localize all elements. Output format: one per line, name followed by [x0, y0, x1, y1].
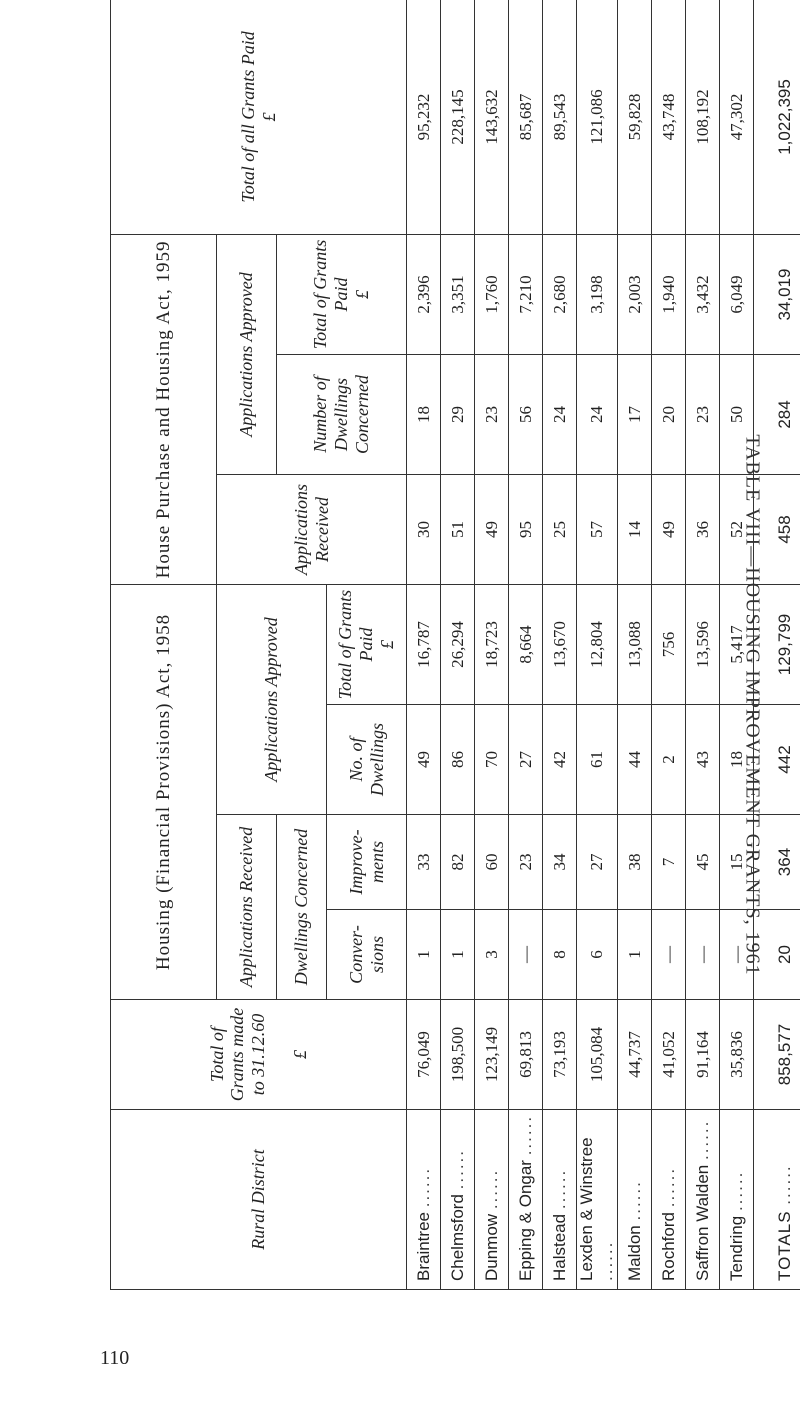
district-name: Chelmsford	[447, 1194, 467, 1281]
conversions-cell: 1	[618, 910, 652, 1000]
district-cell	[652, 1110, 686, 1290]
leader-dots: ......	[774, 1164, 794, 1205]
all-grants-cell: 143,632	[475, 0, 509, 234]
table-row	[577, 0, 618, 1290]
hpa-dwellings-cell: 56	[509, 354, 543, 474]
conversions-cell: —	[686, 910, 720, 1000]
district-name: Rochford	[658, 1212, 678, 1281]
conversions-cell: 1	[441, 910, 475, 1000]
leader-dots: ......	[658, 1166, 678, 1208]
district-cell	[618, 1110, 652, 1290]
totals-hfp-grants-paid: 129,799	[754, 584, 800, 704]
header-hfp-total-grants-paid-label: Total of Grants Paid	[335, 589, 377, 700]
totals-label-cell	[754, 1110, 800, 1290]
hpa-grants-paid-cell: 2,003	[618, 234, 652, 354]
header-hpa-act-group: House Purchase and Housing Act, 1959	[111, 234, 217, 584]
hfp-grants-paid-cell: 13,596	[686, 584, 720, 704]
dwellings-cell: 44	[618, 705, 652, 815]
leader-dots: ......	[481, 1168, 501, 1210]
hpa-grants-paid-cell: 1,760	[475, 234, 509, 354]
dwellings-cell: 42	[543, 705, 577, 815]
totals-grants-made: 858,577	[754, 1000, 800, 1110]
header-total-grants-made-unit: £	[289, 1050, 310, 1059]
hpa-dwellings-cell: 29	[441, 354, 475, 474]
leader-dots: ......	[549, 1168, 569, 1210]
conversions-cell: 1	[407, 910, 441, 1000]
header-hpa-total-grants-paid-label: Total of Grants Paid	[310, 239, 352, 350]
improvements-cell: 45	[686, 815, 720, 910]
header-total-grants-made	[111, 1000, 407, 1110]
header-hfp-total-grants-paid	[327, 584, 407, 704]
header-hfp-total-grants-paid-unit: £	[376, 640, 397, 649]
totals-label: TOTALS	[774, 1210, 794, 1281]
table-row	[407, 0, 441, 1290]
hpa-received-cell: 95	[509, 474, 543, 584]
district-name: Dunmow	[481, 1213, 501, 1281]
conversions-cell: —	[652, 910, 686, 1000]
hfp-grants-paid-cell: 18,723	[475, 584, 509, 704]
dwellings-cell: 49	[407, 705, 441, 815]
header-total-all-grants	[111, 0, 407, 234]
district-cell	[441, 1110, 475, 1290]
totals-dwellings: 442	[754, 705, 800, 815]
district-cell	[407, 1110, 441, 1290]
grants-made-cell: 76,049	[407, 1000, 441, 1110]
hpa-grants-paid-cell: 6,049	[720, 234, 754, 354]
leader-dots: ......	[692, 1119, 712, 1161]
totals-improvements: 364	[754, 815, 800, 910]
improvements-cell: 60	[475, 815, 509, 910]
table-row	[509, 0, 543, 1290]
district-cell	[509, 1110, 543, 1290]
hpa-dwellings-cell: 20	[652, 354, 686, 474]
hpa-dwellings-cell: 23	[686, 354, 720, 474]
district-name: Braintree	[413, 1212, 433, 1281]
header-rural-district: Rural District	[111, 1110, 407, 1290]
header-hpa-total-grants-paid	[277, 234, 407, 354]
table-body	[407, 0, 800, 1290]
table-row	[720, 0, 754, 1290]
header-hpa-approved: Applications Approved	[217, 234, 277, 474]
dwellings-cell: 18	[720, 705, 754, 815]
district-name: Lexden & Winstree	[577, 1137, 596, 1281]
hpa-dwellings-cell: 18	[407, 354, 441, 474]
district-cell	[475, 1110, 509, 1290]
all-grants-cell: 47,302	[720, 0, 754, 234]
grants-made-cell: 41,052	[652, 1000, 686, 1110]
header-hfp-improvements: Improve- ments	[327, 815, 407, 910]
grants-made-cell: 69,813	[509, 1000, 543, 1110]
grants-made-cell: 91,164	[686, 1000, 720, 1110]
grants-made-cell: 105,084	[577, 1000, 618, 1110]
header-hfp-no-dwellings: No. of Dwellings	[327, 705, 407, 815]
grants-made-cell: 123,149	[475, 1000, 509, 1110]
improvements-cell: 15	[720, 815, 754, 910]
improvements-cell: 38	[618, 815, 652, 910]
dwellings-cell: 70	[475, 705, 509, 815]
hpa-dwellings-cell: 23	[475, 354, 509, 474]
totals-hpa-dwellings: 284	[754, 354, 800, 474]
hpa-grants-paid-cell: 2,396	[407, 234, 441, 354]
grants-made-cell: 35,836	[720, 1000, 754, 1110]
hpa-received-cell: 36	[686, 474, 720, 584]
totals-row	[754, 0, 800, 1290]
all-grants-cell: 89,543	[543, 0, 577, 234]
conversions-cell: —	[720, 910, 754, 1000]
improvements-cell: 27	[577, 815, 618, 910]
page-title: TABLE VIII—HOUSING IMPROVEMENT GRANTS, 1961	[741, 434, 764, 976]
grants-made-cell: 73,193	[543, 1000, 577, 1110]
dwellings-cell: 43	[686, 705, 720, 815]
hfp-grants-paid-cell: 13,088	[618, 584, 652, 704]
header-hpa-received: Applications Received	[217, 474, 407, 584]
hfp-grants-paid-cell: 12,804	[577, 584, 618, 704]
leader-dots: ......	[413, 1166, 433, 1208]
table-row	[441, 0, 475, 1290]
leader-dots: ......	[447, 1149, 467, 1190]
table-row	[543, 0, 577, 1290]
hpa-grants-paid-cell: 3,198	[577, 234, 618, 354]
totals-hpa-grants-paid: 34,019	[754, 234, 800, 354]
hpa-received-cell: 14	[618, 474, 652, 584]
dwellings-cell: 27	[509, 705, 543, 815]
improvements-cell: 82	[441, 815, 475, 910]
header-hfp-conversions: Conver- sions	[327, 910, 407, 1000]
hpa-received-cell: 25	[543, 474, 577, 584]
hfp-grants-paid-cell: 8,664	[509, 584, 543, 704]
totals-hpa-received: 458	[754, 474, 800, 584]
header-hpa-total-grants-paid-unit: £	[351, 289, 372, 299]
district-name: Saffron Walden	[692, 1164, 712, 1281]
grants-made-cell: 198,500	[441, 1000, 475, 1110]
hpa-dwellings-cell: 17	[618, 354, 652, 474]
leader-dots: ......	[597, 1240, 616, 1281]
hfp-grants-paid-cell: 16,787	[407, 584, 441, 704]
conversions-cell: 6	[577, 910, 618, 1000]
leader-dots: ......	[726, 1170, 746, 1212]
all-grants-cell: 59,828	[618, 0, 652, 234]
header-total-all-grants-label: Total of all Grants Paid	[237, 31, 258, 203]
district-cell	[577, 1110, 618, 1290]
hpa-grants-paid-cell: 7,210	[509, 234, 543, 354]
header-hfp-act-group: Housing (Financial Provisions) Act, 1958	[111, 584, 217, 999]
district-name: Halstead	[549, 1213, 569, 1281]
district-name: Maldon	[624, 1225, 644, 1281]
district-name: Epping & Ongar	[515, 1160, 535, 1281]
hfp-grants-paid-cell: 26,294	[441, 584, 475, 704]
leader-dots: ......	[515, 1114, 535, 1156]
hpa-received-cell: 30	[407, 474, 441, 584]
hpa-grants-paid-cell: 3,432	[686, 234, 720, 354]
hpa-received-cell: 57	[577, 474, 618, 584]
all-grants-cell: 95,232	[407, 0, 441, 234]
district-name: Tendring	[726, 1215, 746, 1281]
district-cell	[686, 1110, 720, 1290]
hpa-dwellings-cell: 24	[543, 354, 577, 474]
table-row	[652, 0, 686, 1290]
hpa-received-cell: 51	[441, 474, 475, 584]
header-total-all-grants-unit: £	[258, 112, 279, 122]
hfp-grants-paid-cell: 756	[652, 584, 686, 704]
conversions-cell: 3	[475, 910, 509, 1000]
totals-conversions: 20	[754, 910, 800, 1000]
conversions-cell: —	[509, 910, 543, 1000]
dwellings-cell: 2	[652, 705, 686, 815]
improvements-cell: 34	[543, 815, 577, 910]
grants-table	[110, 0, 800, 1290]
table-row	[475, 0, 509, 1290]
hpa-received-cell: 49	[652, 474, 686, 584]
dwellings-cell: 86	[441, 705, 475, 815]
hpa-grants-paid-cell: 3,351	[441, 234, 475, 354]
hpa-received-cell: 52	[720, 474, 754, 584]
all-grants-cell: 85,687	[509, 0, 543, 234]
hpa-dwellings-cell: 50	[720, 354, 754, 474]
table-row	[618, 0, 652, 1290]
header-total-grants-made-label: Total of Grants made to 31.12.60	[206, 1007, 269, 1102]
leader-dots: ......	[624, 1180, 644, 1221]
improvements-cell: 23	[509, 815, 543, 910]
all-grants-cell: 121,086	[577, 0, 618, 234]
header-hfp-dwellings-concerned: Dwellings Concerned	[277, 815, 327, 1000]
hpa-received-cell: 49	[475, 474, 509, 584]
totals-all-grants: 1,022,395	[754, 0, 800, 234]
hpa-grants-paid-cell: 1,940	[652, 234, 686, 354]
district-cell	[720, 1110, 754, 1290]
hfp-grants-paid-cell: 13,670	[543, 584, 577, 704]
all-grants-cell: 228,145	[441, 0, 475, 234]
table-row	[686, 0, 720, 1290]
dwellings-cell: 61	[577, 705, 618, 815]
header-hfp-received: Applications Received	[217, 815, 277, 1000]
improvements-cell: 7	[652, 815, 686, 910]
grants-made-cell: 44,737	[618, 1000, 652, 1110]
hfp-grants-paid-cell: 5,417	[720, 584, 754, 704]
hpa-grants-paid-cell: 2,680	[543, 234, 577, 354]
page-number: 110	[100, 1347, 130, 1369]
all-grants-cell: 108,192	[686, 0, 720, 234]
all-grants-cell: 43,748	[652, 0, 686, 234]
improvements-cell: 33	[407, 815, 441, 910]
district-cell	[543, 1110, 577, 1290]
hpa-dwellings-cell: 24	[577, 354, 618, 474]
header-hfp-approved: Applications Approved	[217, 584, 327, 814]
conversions-cell: 8	[543, 910, 577, 1000]
header-hpa-number-dwellings: Number of Dwellings Concerned	[277, 354, 407, 474]
